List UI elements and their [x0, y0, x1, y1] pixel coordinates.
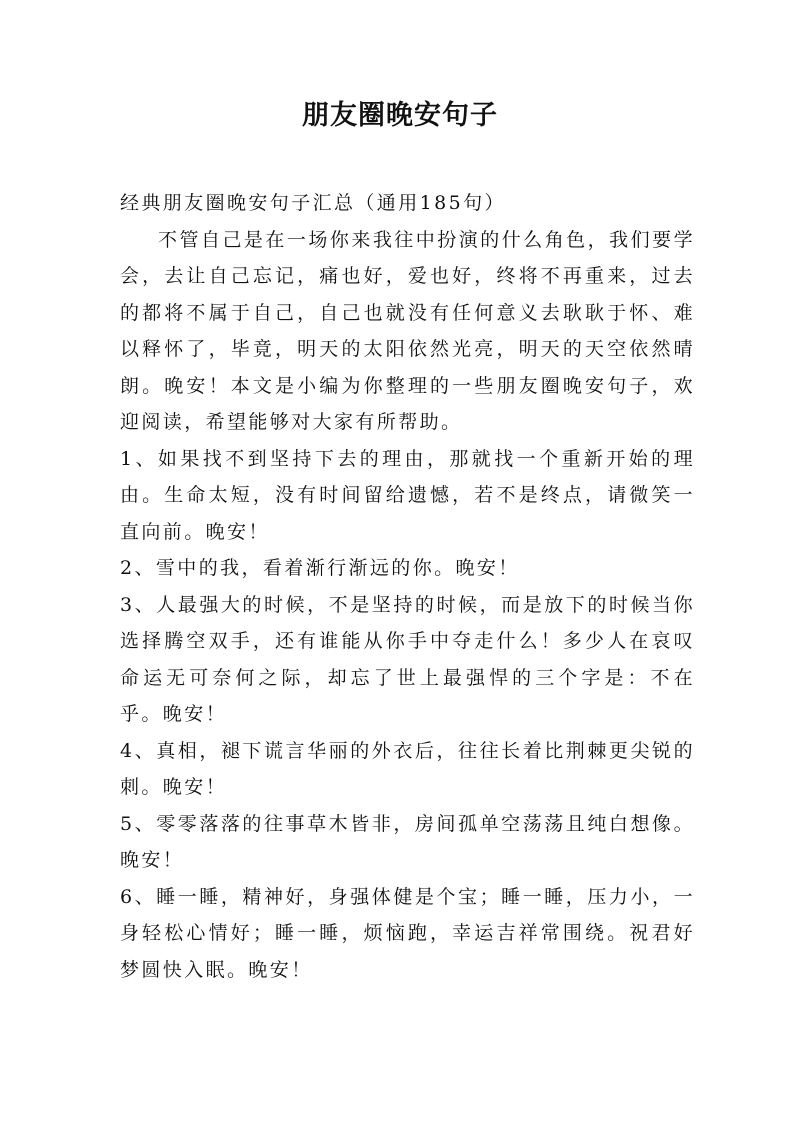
intro-paragraph: 不管自己是在一场你来我往中扮演的什么角色，我们要学会，去让自己忘记，痛也好，爱也好，终将不再重来，过去的都将不属于自己，自己也就没有任何意义去耿耿于怀、难以释怀了，毕竟，明天的太阳依然光亮，明天的天空依然晴朗。晚安！本文是小编为你整理的一些朋友圈晚安句子，欢迎阅读，希望能够对大家有所帮助。: [120, 228, 695, 433]
page-title: 朋友圈晚安句子: [302, 100, 498, 131]
list-item: 3、人最强大的时候，不是坚持的时候，而是放下的时候当你选择腾空双手，还有谁能从你手中夺走什么！多少人在哀叹命运无可奈何之际，却忘了世上最强悍的三个字是：不在乎。晚安！: [120, 593, 695, 725]
document-subtitle: 经典朋友圈晚安句子汇总（通用185句）: [120, 192, 506, 214]
document-body: [120, 185, 695, 988]
list-item: 5、零零落落的往事草木皆非，房间孤单空荡荡且纯白想像。晚安！: [120, 812, 695, 871]
list-item: 2、雪中的我，看着渐行渐远的你。晚安！: [120, 557, 520, 579]
list-item: 4、真相，褪下谎言华丽的外衣后，往往长着比荆棘更尖锐的刺。晚安！: [120, 739, 695, 798]
list-item: 6、睡一睡，精神好，身强体健是个宝；睡一睡，压力小，一身轻松心情好；睡一睡，烦恼跑，幸运吉祥常围绕。祝君好梦圆快入眠。晚安！: [120, 885, 695, 981]
list-item: 1、如果找不到坚持下去的理由，那就找一个重新开始的理由。生命太短，没有时间留给遗憾，若不是终点，请微笑一直向前。晚安！: [120, 447, 695, 543]
